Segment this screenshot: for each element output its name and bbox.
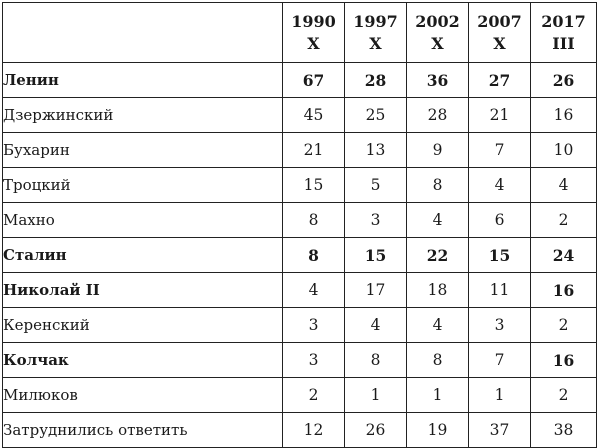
value-cell: 25 (345, 98, 407, 133)
header-year: 2002 (415, 11, 460, 31)
header-cell-2007 (469, 3, 531, 63)
header-cell-2017 (531, 3, 597, 63)
value-cell: 8 (407, 168, 469, 203)
row-label: Николай II (3, 273, 283, 308)
row-label: Троцкий (3, 168, 283, 203)
header-month: X (493, 33, 506, 53)
value-cell: 15 (469, 238, 531, 273)
value-cell: 2 (531, 203, 597, 238)
value-cell: 12 (283, 413, 345, 448)
table-row (3, 168, 597, 203)
table-row (3, 308, 597, 343)
value-cell: 1 (407, 378, 469, 413)
value-cell: 4 (345, 308, 407, 343)
value-cell: 4 (407, 203, 469, 238)
header-month: X (431, 33, 444, 53)
table-row (3, 98, 597, 133)
value-cell: 22 (407, 238, 469, 273)
value-cell: 4 (283, 273, 345, 308)
value-cell: 24 (531, 238, 597, 273)
survey-table (2, 2, 597, 448)
value-cell: 7 (469, 133, 531, 168)
value-cell: 38 (531, 413, 597, 448)
value-cell: 6 (469, 203, 531, 238)
value-cell: 2 (531, 308, 597, 343)
value-cell: 26 (345, 413, 407, 448)
value-cell: 1 (345, 378, 407, 413)
value-cell: 37 (469, 413, 531, 448)
row-label: Бухарин (3, 133, 283, 168)
value-cell: 3 (283, 308, 345, 343)
row-label: Ленин (3, 63, 283, 98)
table-row (3, 413, 597, 448)
value-cell: 45 (283, 98, 345, 133)
value-cell: 4 (407, 308, 469, 343)
value-cell: 28 (407, 98, 469, 133)
value-cell: 16 (531, 343, 597, 378)
row-label: Милюков (3, 378, 283, 413)
table-row (3, 378, 597, 413)
value-cell: 21 (469, 98, 531, 133)
value-cell: 3 (283, 343, 345, 378)
value-cell: 13 (345, 133, 407, 168)
value-cell: 27 (469, 63, 531, 98)
value-cell: 11 (469, 273, 531, 308)
row-label: Махно (3, 203, 283, 238)
value-cell: 2 (283, 378, 345, 413)
value-cell: 15 (283, 168, 345, 203)
value-cell: 3 (469, 308, 531, 343)
table-row (3, 133, 597, 168)
table-row (3, 238, 597, 273)
value-cell: 21 (283, 133, 345, 168)
value-cell: 16 (531, 273, 597, 308)
header-month: III (552, 33, 575, 53)
row-label: Керенский (3, 308, 283, 343)
row-label: Сталин (3, 238, 283, 273)
row-label: Затруднились ответить (3, 413, 283, 448)
header-cell-1990 (283, 3, 345, 63)
value-cell: 16 (531, 98, 597, 133)
value-cell: 8 (283, 203, 345, 238)
table-row (3, 343, 597, 378)
value-cell: 36 (407, 63, 469, 98)
value-cell: 3 (345, 203, 407, 238)
value-cell: 4 (531, 168, 597, 203)
value-cell: 8 (345, 343, 407, 378)
table-row (3, 273, 597, 308)
value-cell: 67 (283, 63, 345, 98)
header-year: 1997 (353, 11, 398, 31)
value-cell: 19 (407, 413, 469, 448)
value-cell: 1 (469, 378, 531, 413)
table-row (3, 63, 597, 98)
value-cell: 5 (345, 168, 407, 203)
table-row (3, 203, 597, 238)
value-cell: 18 (407, 273, 469, 308)
header-year: 2007 (477, 11, 522, 31)
header-month: X (369, 33, 382, 53)
value-cell: 8 (283, 238, 345, 273)
value-cell: 26 (531, 63, 597, 98)
value-cell: 4 (469, 168, 531, 203)
header-month: X (307, 33, 320, 53)
header-year: 2017 (541, 11, 586, 31)
header-row (3, 3, 597, 63)
header-year: 1990 (291, 11, 336, 31)
value-cell: 28 (345, 63, 407, 98)
value-cell: 8 (407, 343, 469, 378)
header-cell-2002 (407, 3, 469, 63)
value-cell: 9 (407, 133, 469, 168)
value-cell: 7 (469, 343, 531, 378)
header-cell-1997 (345, 3, 407, 63)
value-cell: 10 (531, 133, 597, 168)
row-label: Колчак (3, 343, 283, 378)
value-cell: 2 (531, 378, 597, 413)
header-corner-cell (3, 3, 283, 63)
row-label: Дзержинский (3, 98, 283, 133)
table-body (3, 63, 597, 448)
value-cell: 15 (345, 238, 407, 273)
value-cell: 17 (345, 273, 407, 308)
